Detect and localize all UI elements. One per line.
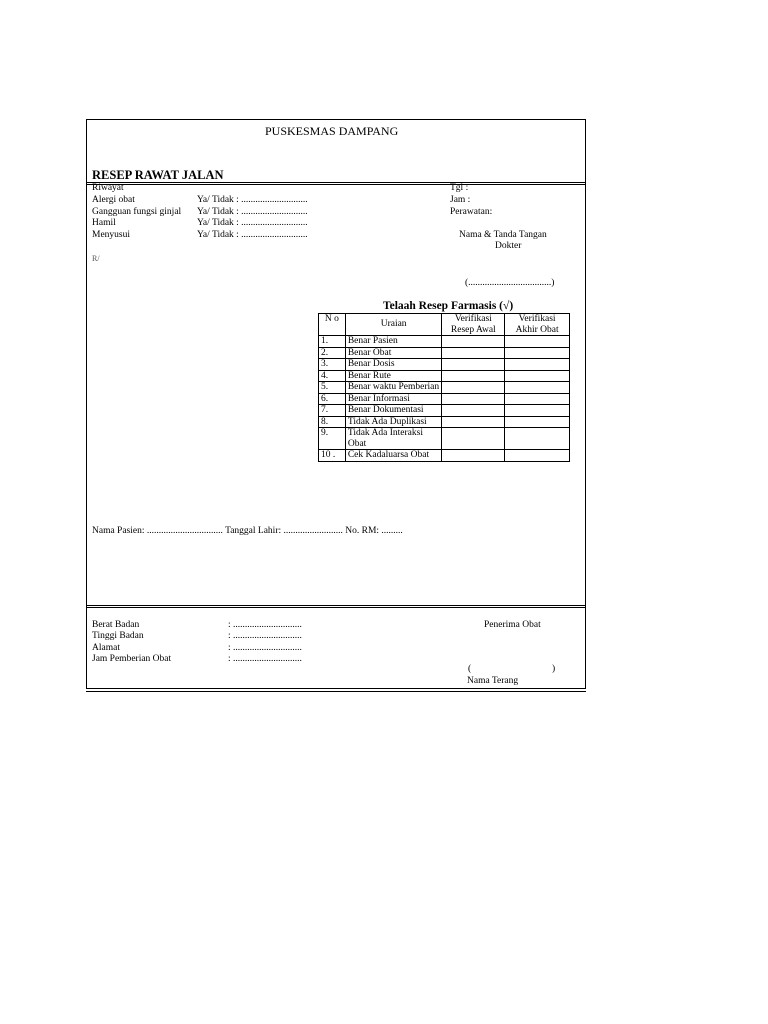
- footer-divider-double: [87, 607, 585, 608]
- row-no: 1.: [319, 336, 346, 348]
- prescription-form: [86, 119, 586, 689]
- row-no: 7.: [319, 405, 346, 417]
- verif-akhir-cell[interactable]: [505, 370, 570, 382]
- row-uraian: Tidak Ada Duplikasi: [345, 416, 442, 428]
- verif-akhir-cell[interactable]: [505, 359, 570, 371]
- pregnant-label: Hamil: [92, 218, 116, 228]
- row-uraian: Tidak Ada Interaksi Obat: [345, 428, 442, 450]
- breastfeeding-label: Menyusui: [92, 230, 130, 240]
- table-row: [319, 393, 570, 405]
- header-uraian: Uraian: [345, 314, 442, 336]
- time-label: Jam :: [450, 195, 471, 205]
- table-row: [319, 370, 570, 382]
- review-title: Telaah Resep Farmasis (√): [383, 300, 514, 312]
- verif-akhir-cell[interactable]: [505, 405, 570, 417]
- row-no: 9.: [319, 428, 346, 450]
- form-title: RESEP RAWAT JALAN: [92, 168, 224, 182]
- row-no: 3.: [319, 359, 346, 371]
- dose-time-field[interactable]: : .............................: [228, 654, 302, 664]
- receiver-name-label: Nama Terang: [467, 676, 519, 686]
- header-verif-awal: Verifikasi Resep Awal: [442, 314, 505, 336]
- verif-awal-cell[interactable]: [442, 382, 505, 394]
- doctor-signature-line[interactable]: (...................................): [465, 278, 555, 288]
- row-uraian: Benar Informasi: [345, 393, 442, 405]
- table-row: [319, 347, 570, 359]
- rx-symbol: R/: [92, 254, 100, 263]
- header-divider: [87, 182, 585, 183]
- allergy-field[interactable]: Ya/ Tidak : ............................: [197, 195, 308, 205]
- verif-awal-cell[interactable]: [442, 450, 505, 462]
- row-uraian: Benar Rute: [345, 370, 442, 382]
- clinic-title: PUSKESMAS DAMPANG: [265, 124, 399, 138]
- table-row: [319, 428, 570, 450]
- care-label: Perawatan:: [450, 207, 493, 217]
- verif-awal-cell[interactable]: [442, 405, 505, 417]
- header-verif-akhir: Verifikasi Akhir Obat: [505, 314, 570, 336]
- address-field[interactable]: : .............................: [228, 643, 302, 653]
- address-label: Alamat: [92, 643, 120, 653]
- date-label: Tgl :: [450, 183, 469, 193]
- weight-field[interactable]: : .............................: [228, 620, 302, 630]
- table-row: [319, 450, 570, 462]
- row-uraian: Benar Dosis: [345, 359, 442, 371]
- row-uraian: Benar waktu Pemberian: [345, 382, 442, 394]
- row-no: 10 .: [319, 450, 346, 462]
- doctor-signature-label: Nama & Tanda Tangan: [459, 230, 547, 240]
- row-uraian: Benar Pasien: [345, 336, 442, 348]
- row-no: 5.: [319, 382, 346, 394]
- allergy-label: Alergi obat: [92, 195, 135, 205]
- row-uraian: Benar Obat: [345, 347, 442, 359]
- verif-awal-cell[interactable]: [442, 416, 505, 428]
- header-no: N o: [319, 314, 346, 336]
- height-field[interactable]: : .............................: [228, 631, 302, 641]
- receiver-paren-close: ): [552, 664, 556, 674]
- weight-label: Berat Badan: [92, 620, 140, 630]
- verif-akhir-cell[interactable]: [505, 416, 570, 428]
- verif-awal-cell[interactable]: [442, 428, 505, 450]
- header-divider-double: [87, 184, 585, 185]
- height-label: Tinggi Badan: [92, 631, 144, 641]
- verif-akhir-cell[interactable]: [505, 428, 570, 450]
- verif-akhir-cell[interactable]: [505, 347, 570, 359]
- table-row: [319, 416, 570, 428]
- verif-akhir-cell[interactable]: [505, 336, 570, 348]
- table-row: [319, 382, 570, 394]
- verif-awal-cell[interactable]: [442, 370, 505, 382]
- history-label: Riwayat: [92, 183, 124, 193]
- dose-time-label: Jam Pemberian Obat: [92, 654, 172, 664]
- doctor-label: Dokter: [495, 241, 522, 251]
- pregnant-field[interactable]: Ya/ Tidak : ............................: [197, 218, 308, 228]
- verif-akhir-cell[interactable]: [505, 450, 570, 462]
- kidney-field[interactable]: Ya/ Tidak : ............................: [197, 207, 308, 217]
- verif-akhir-cell[interactable]: [505, 393, 570, 405]
- table-row: [319, 359, 570, 371]
- bottom-border-double: [86, 691, 586, 692]
- row-no: 4.: [319, 370, 346, 382]
- row-uraian: Cek Kadaluarsa Obat: [345, 450, 442, 462]
- table-row: [319, 336, 570, 348]
- row-no: 8.: [319, 416, 346, 428]
- patient-id-line[interactable]: Nama Pasien: ................................ Tanggal Lahir: ......................... No. RM: .........: [92, 526, 403, 536]
- verif-awal-cell[interactable]: [442, 336, 505, 348]
- row-no: 6.: [319, 393, 346, 405]
- verif-akhir-cell[interactable]: [505, 382, 570, 394]
- receiver-label: Penerima Obat: [484, 620, 541, 630]
- review-header-row: [319, 314, 570, 336]
- verif-awal-cell[interactable]: [442, 347, 505, 359]
- footer-divider: [87, 605, 585, 606]
- breastfeeding-field[interactable]: Ya/ Tidak : ............................: [197, 230, 308, 240]
- row-uraian: Benar Dokumentasi: [345, 405, 442, 417]
- row-no: 2.: [319, 347, 346, 359]
- verif-awal-cell[interactable]: [442, 393, 505, 405]
- receiver-paren-open: (: [468, 664, 472, 674]
- kidney-label: Gangguan fungsi ginjal: [92, 207, 182, 217]
- verif-awal-cell[interactable]: [442, 359, 505, 371]
- review-table: [318, 313, 570, 462]
- table-row: [319, 405, 570, 417]
